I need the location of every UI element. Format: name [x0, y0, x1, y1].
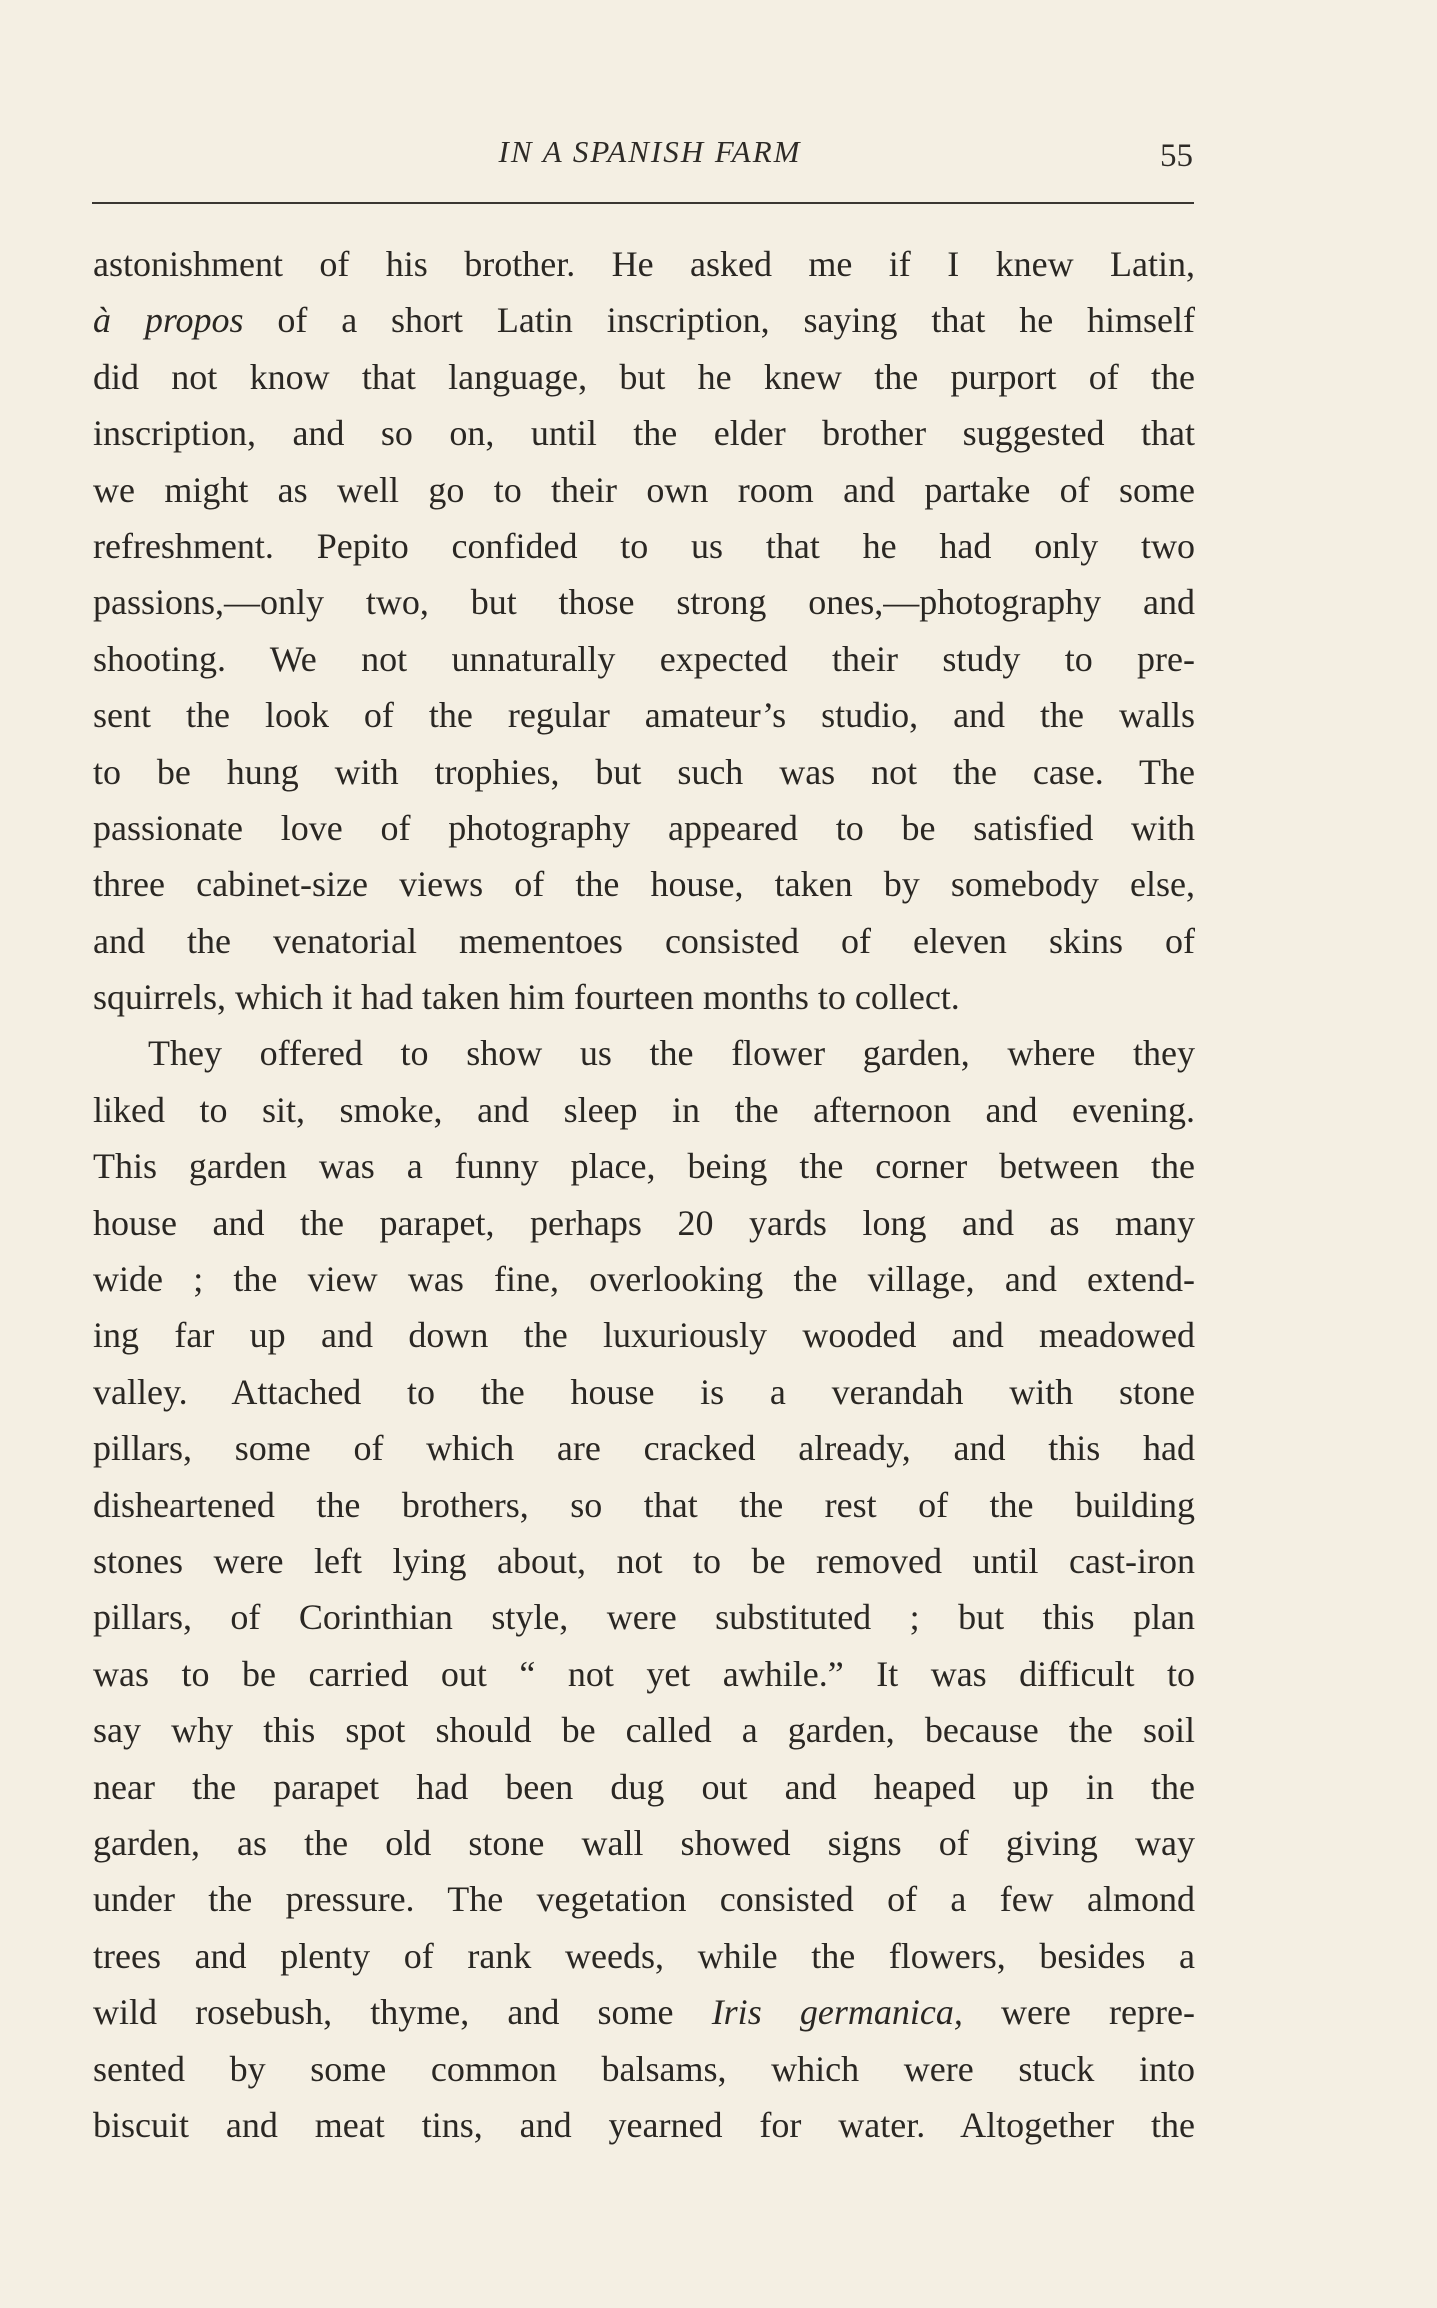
text-segment: three cabinet-size views of the house, taken by somebody else, [93, 864, 1195, 905]
page-number: 55 [1160, 138, 1193, 174]
body-text [93, 236, 1195, 2153]
text-line [93, 631, 1195, 687]
header-rule [92, 202, 1194, 204]
text-segment: inscription, and so on, until the elder brother suggested that [93, 413, 1195, 454]
text-segment: biscuit and meat tins, and yearned for water. Altogether the [93, 2104, 1195, 2145]
text-segment: under the pressure. The vegetation consisted of a few almond [93, 1879, 1195, 1920]
text-segment: sented by some common balsams, which were stuck into [93, 2048, 1195, 2089]
text-line [93, 744, 1195, 800]
text-line [93, 462, 1195, 518]
text-segment: wide ; the view was fine, overlooking the village, and extend- [93, 1259, 1195, 1300]
text-segment: pillars, some of which are cracked already, and this had [93, 1428, 1195, 1469]
text-line [93, 1307, 1195, 1363]
text-segment: were repre- [962, 1992, 1195, 2033]
text-line [93, 1420, 1195, 1476]
text-line [93, 1477, 1195, 1533]
text-line [93, 1759, 1195, 1815]
text-line [93, 2041, 1195, 2097]
italic-phrase: Iris germanica, [711, 1992, 963, 2033]
running-title: IN A SPANISH FARM [498, 134, 802, 169]
text-line [93, 349, 1195, 405]
text-segment: squirrels, which it had taken him fourteen months to collect. [93, 977, 960, 1018]
text-line [93, 1589, 1195, 1645]
running-head [0, 128, 1437, 178]
text-segment: disheartened the brothers, so that the rest of the building [93, 1484, 1195, 1525]
text-line [93, 1251, 1195, 1307]
text-line [93, 1871, 1195, 1927]
text-segment: passions,—only two, but those strong ones,—photography and [93, 582, 1195, 623]
text-line [93, 518, 1195, 574]
text-segment: wild rosebush, thyme, and some [93, 1992, 712, 2033]
text-segment: to be hung with trophies, but such was not the case. The [93, 751, 1195, 792]
text-line [93, 1928, 1195, 1984]
text-line [93, 969, 1195, 1025]
text-segment: near the parapet had been dug out and heaped up in the [93, 1766, 1195, 1807]
italic-phrase: à propos [93, 300, 244, 341]
text-line [93, 1702, 1195, 1758]
text-segment: They offered to show us the flower garden, where they [148, 1033, 1195, 1074]
text-line [93, 2097, 1195, 2153]
text-segment: astonishment of his brother. He asked me if I knew Latin, [93, 244, 1195, 284]
text-line [93, 687, 1195, 743]
text-line [93, 1533, 1195, 1589]
text-line [93, 913, 1195, 969]
text-line [93, 1984, 1195, 2040]
text-segment: house and the parapet, perhaps 20 yards long and as many [93, 1202, 1195, 1243]
text-segment: ing far up and down the luxuriously wooded and meadowed [93, 1315, 1195, 1356]
text-segment: This garden was a funny place, being the corner between the [93, 1146, 1195, 1187]
text-line [93, 1082, 1195, 1138]
text-segment: pillars, of Corinthian style, were substituted ; but this plan [93, 1597, 1195, 1638]
text-line [93, 856, 1195, 912]
text-segment: trees and plenty of rank weeds, while the flowers, besides a [93, 1935, 1195, 1976]
text-segment: did not know that language, but he knew the purport of the [93, 356, 1195, 397]
text-line [93, 236, 1195, 292]
text-segment: of a short Latin inscription, saying that he himself [243, 300, 1195, 341]
text-segment: sent the look of the regular amateur’s studio, and the walls [93, 695, 1195, 736]
text-segment: we might as well go to their own room and partake of some [93, 469, 1195, 510]
text-segment: liked to sit, smoke, and sleep in the afternoon and evening. [93, 1089, 1195, 1130]
text-line [93, 800, 1195, 856]
text-line [93, 405, 1195, 461]
text-segment: and the venatorial mementoes consisted of eleven skins of [93, 920, 1195, 961]
text-line [93, 1364, 1195, 1420]
text-segment: say why this spot should be called a garden, because the soil [93, 1710, 1195, 1751]
text-line [93, 1815, 1195, 1871]
text-line [93, 574, 1195, 630]
text-line [93, 292, 1195, 348]
text-line [93, 1138, 1195, 1194]
text-line [93, 1195, 1195, 1251]
text-line [93, 1646, 1195, 1702]
text-line [93, 1025, 1195, 1081]
text-segment: garden, as the old stone wall showed signs of giving way [93, 1822, 1195, 1863]
text-segment: stones were left lying about, not to be removed until cast-iron [93, 1540, 1195, 1581]
text-segment: refreshment. Pepito confided to us that he had only two [93, 525, 1195, 566]
text-segment: was to be carried out “ not yet awhile.” It was difficult to [93, 1653, 1195, 1694]
text-segment: passionate love of photography appeared to be satisfied with [93, 807, 1195, 848]
text-segment: shooting. We not unnaturally expected their study to pre- [93, 638, 1195, 679]
text-segment: valley. Attached to the house is a verandah with stone [93, 1371, 1195, 1412]
